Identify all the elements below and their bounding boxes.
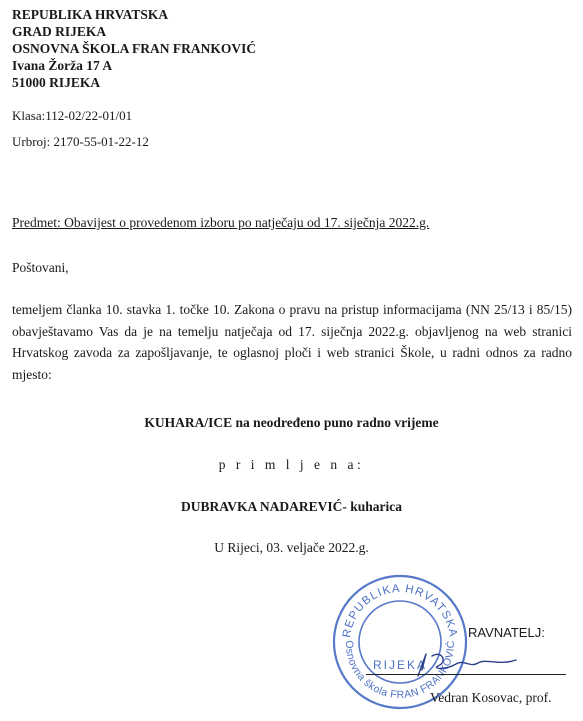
letterhead-street: Ivana Žorža 17 A [12,58,113,73]
director-title: RAVNATELJ: [468,625,545,640]
signature-line [366,674,566,675]
letterhead-city: GRAD RIJEKA [12,24,107,39]
stamp-city: RIJEKA [372,658,428,672]
body-paragraph: temeljem članka 10. stavka 1. točke 10. Zakona o pravu na pristup informacijama (NN 25/13 i 85/15) obavještavamo Vas da je na temelju natječaja od 17. siječnja 2022.g. objavljenog na web stranici Hrvatskog zavoda za zapošljavanje, te oglasnoj ploči i web stranici Škole, u radni odnos za radno mjesto: [12,302,572,382]
place-date: U Rijeci, 03. veljače 2022.g. [214,540,369,555]
stamp-top-text: REPUBLIKA HRVATSKA [341,582,459,639]
job-position: KUHARA/ICE na neodređeno puno radno vrijeme [144,415,439,430]
letterhead-school: OSNOVNA ŠKOLA FRAN FRANKOVIĆ [12,41,257,56]
klasa-reference: Klasa:112-02/22-01/01 [12,108,133,123]
letterhead-postal: 51000 RIJEKA [12,75,101,90]
greeting: Poštovani, [12,260,69,275]
handwritten-signature [412,648,522,682]
stamp-bottom-text: Osnovna škola FRAN FRANKOVIĆ [342,640,458,702]
director-name: Vedran Kosovac, prof. [430,690,552,705]
subject-line: Predmet: Obavijest o provedenom izboru po natječaju od 17. siječnja 2022.g. [12,215,430,230]
letterhead-country: REPUBLIKA HRVATSKA [12,7,169,22]
urbroj-reference: Urbroj: 2170-55-01-22-12 [12,134,149,149]
selected-person: DUBRAVKA NADAREVIĆ- kuharica [180,499,403,514]
accepted-label: p r i m l j e n a: [218,457,365,472]
letterhead [12,6,256,91]
